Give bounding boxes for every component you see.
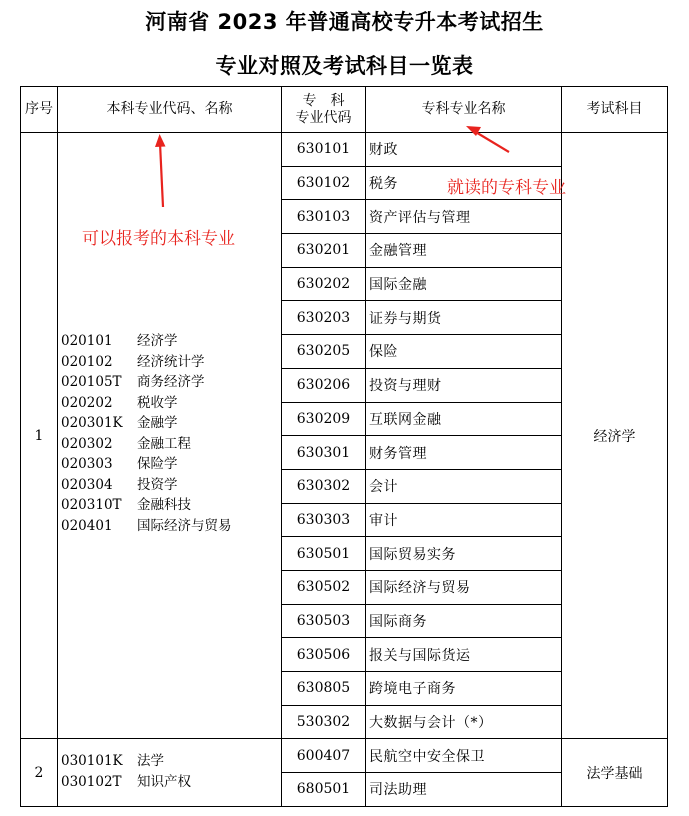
- specialty-code: 630501: [282, 537, 366, 571]
- header-seq: 序号: [21, 87, 58, 133]
- undergrad-major-name: 法学: [137, 753, 164, 770]
- specialty-name: 国际贸易实务: [366, 537, 562, 571]
- specialty-name: 保险: [366, 335, 562, 369]
- specialty-code: 630205: [282, 335, 366, 369]
- undergrad-major-code: 030102T: [61, 773, 122, 790]
- undergrad-major-code: 020310T: [61, 497, 122, 513]
- specialty-name: 民航空中安全保卫: [366, 739, 562, 773]
- undergrad-major-code: 020304: [61, 476, 113, 493]
- undergrad-major-name: 金融工程: [137, 435, 191, 452]
- specialty-code: 630103: [282, 200, 366, 234]
- undergrad-major-name: 金融学: [137, 415, 178, 431]
- undergrad-major-item: [61, 331, 281, 352]
- undergrad-major-code: 030101K: [61, 753, 123, 770]
- undergrad-major-code: 020105T: [61, 374, 122, 390]
- undergrad-major-code: 020102: [61, 353, 113, 370]
- undergrad-major-code: 020401: [61, 517, 113, 534]
- undergrad-major-item: [61, 413, 281, 434]
- group-seq: 1: [21, 133, 58, 739]
- specialty-code: 630506: [282, 638, 366, 672]
- specialty-code: 630805: [282, 672, 366, 706]
- undergrad-major-name: 商务经济学: [137, 374, 205, 390]
- annotation-specialty-note: 就读的专科专业: [447, 178, 566, 198]
- undergrad-major-item: [61, 372, 281, 393]
- undergrad-major-name: 税收学: [137, 394, 178, 411]
- undergrad-major-name: 投资学: [137, 476, 178, 493]
- specialty-code: 630206: [282, 368, 366, 402]
- undergrad-major-item: [61, 393, 281, 414]
- specialty-code: 630102: [282, 166, 366, 200]
- undergrad-major-code: 020202: [61, 394, 113, 411]
- specialty-code: 630301: [282, 436, 366, 470]
- exam-subject: 经济学: [562, 133, 668, 739]
- header-exam: 考试科目: [562, 87, 668, 133]
- table-row: [21, 739, 668, 773]
- specialty-code: 630502: [282, 570, 366, 604]
- undergrad-major-item: [61, 751, 281, 772]
- undergrad-major-item: [61, 772, 281, 793]
- undergrad-major-list: [58, 133, 281, 536]
- annotation-undergrad-note: 可以报考的本科专业: [82, 229, 235, 249]
- header-code-line1: 专 科: [302, 92, 345, 109]
- specialty-code: 630202: [282, 267, 366, 301]
- specialty-code: 630209: [282, 402, 366, 436]
- undergrad-major-name: 经济统计学: [137, 353, 205, 370]
- undergrad-major-name: 保险学: [137, 456, 178, 472]
- undergrad-major-name: 金融科技: [137, 497, 191, 513]
- specialty-code: 530302: [282, 705, 366, 739]
- header-specialty-name: 专科专业名称: [366, 87, 562, 133]
- specialty-code: 630302: [282, 469, 366, 503]
- specialty-name: 司法助理: [366, 773, 562, 807]
- undergrad-major-item: [61, 454, 281, 475]
- specialty-name: 报关与国际货运: [366, 638, 562, 672]
- undergrad-major-item: [61, 475, 281, 496]
- specialty-name: 证券与期货: [366, 301, 562, 335]
- document-title-line2: 专业对照及考试科目一览表: [215, 54, 474, 78]
- specialty-name: 互联网金融: [366, 402, 562, 436]
- undergrad-major-item: [61, 352, 281, 373]
- undergrad-major-name: 国际经济与贸易: [137, 517, 232, 534]
- specialty-name: 投资与理财: [366, 368, 562, 402]
- specialty-name: 跨境电子商务: [366, 672, 562, 706]
- undergrad-major-item: [61, 495, 281, 516]
- specialty-name: 审计: [366, 503, 562, 537]
- specialty-name: 财政: [366, 133, 562, 167]
- header-specialty-code: [282, 87, 366, 133]
- group-seq: 2: [21, 739, 58, 806]
- specialty-code: 680501: [282, 773, 366, 807]
- table-row: [21, 133, 668, 167]
- undergrad-major-code: 020302: [61, 435, 113, 452]
- undergrad-major-code: 020301K: [61, 415, 123, 431]
- undergrad-major-code: 020303: [61, 456, 113, 472]
- document-title-line1: 河南省 2023 年普通高校专升本考试招生: [145, 10, 544, 34]
- undergrad-major-code: 020101: [61, 333, 113, 349]
- exam-subject: 法学基础: [562, 739, 668, 806]
- undergrad-majors-cell: [58, 739, 282, 806]
- header-row: [21, 87, 668, 133]
- specialty-name: 大数据与会计（*）: [366, 705, 562, 739]
- specialty-code: 630101: [282, 133, 366, 167]
- specialty-name: 金融管理: [366, 234, 562, 268]
- specialty-code: 630203: [282, 301, 366, 335]
- specialty-code: 630303: [282, 503, 366, 537]
- specialty-name: 资产评估与管理: [366, 200, 562, 234]
- undergrad-major-name: 经济学: [137, 333, 178, 349]
- specialty-code: 630503: [282, 604, 366, 638]
- undergrad-major-name: 知识产权: [137, 773, 191, 790]
- header-undergrad: 本科专业代码、名称: [58, 87, 282, 133]
- header-code-line2: 专业代码: [295, 109, 352, 126]
- undergrad-major-item: [61, 516, 281, 537]
- specialty-code: 600407: [282, 739, 366, 773]
- undergrad-major-item: [61, 434, 281, 455]
- undergrad-major-list: [58, 739, 281, 792]
- specialty-name: 国际金融: [366, 267, 562, 301]
- specialty-name: 国际商务: [366, 604, 562, 638]
- specialty-name: 会计: [366, 469, 562, 503]
- specialty-name: 税务: [366, 166, 562, 200]
- specialty-name: 国际经济与贸易: [366, 570, 562, 604]
- major-table: [20, 86, 668, 807]
- specialty-name: 财务管理: [366, 436, 562, 470]
- specialty-code: 630201: [282, 234, 366, 268]
